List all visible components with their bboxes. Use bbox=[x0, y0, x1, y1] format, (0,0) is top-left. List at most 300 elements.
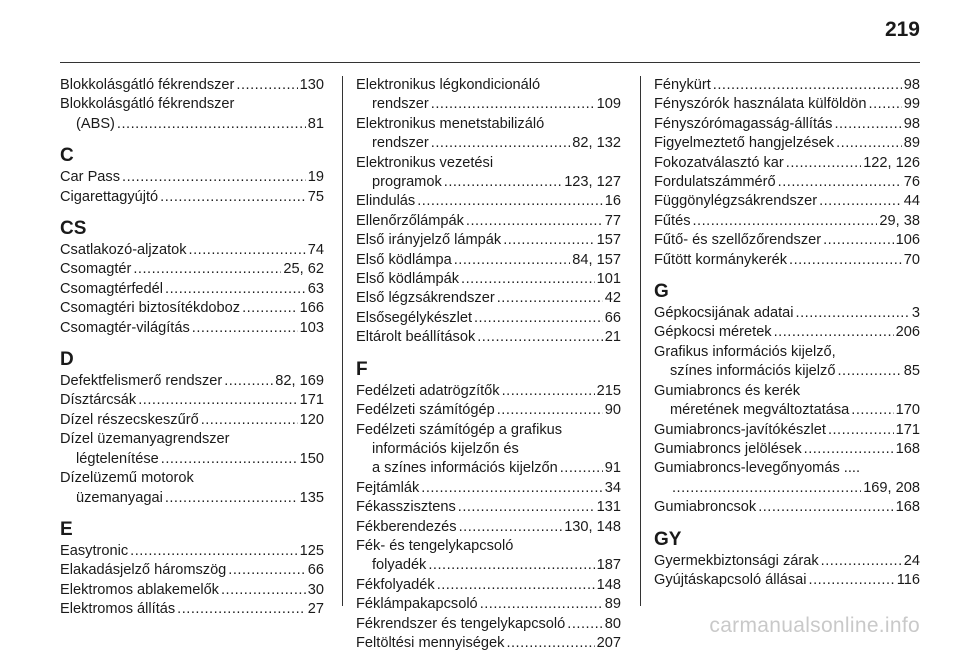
index-entry-line bbox=[60, 542, 324, 561]
index-entry bbox=[356, 115, 621, 154]
index-entry bbox=[356, 231, 621, 250]
index-entry bbox=[60, 469, 324, 508]
entry-term: Függönylégzsákrendszer bbox=[654, 193, 818, 210]
entry-page-ref[interactable]: 44 bbox=[903, 193, 920, 210]
leader-dots bbox=[672, 479, 861, 498]
index-entry bbox=[60, 188, 324, 207]
column-divider bbox=[342, 76, 343, 606]
index-entry-line bbox=[356, 95, 621, 114]
leader-dots bbox=[693, 212, 878, 231]
entry-page-ref[interactable]: 206 bbox=[895, 324, 920, 341]
index-entry bbox=[356, 479, 621, 498]
entry-term: légtelenítése bbox=[76, 450, 159, 467]
index-entry-line bbox=[654, 115, 920, 134]
entry-page-ref[interactable]: 125 bbox=[299, 542, 324, 559]
index-entry-line bbox=[654, 440, 920, 459]
index-entry bbox=[60, 581, 324, 600]
index-entry bbox=[60, 372, 324, 391]
index-entry-line bbox=[654, 382, 920, 401]
entry-term: Gumiabroncs és kerék bbox=[654, 382, 800, 399]
index-entry-line bbox=[654, 134, 920, 153]
entry-page-ref[interactable]: 101 bbox=[596, 271, 621, 288]
index-entry bbox=[60, 391, 324, 410]
index-entry bbox=[356, 421, 621, 479]
index-entry-line bbox=[356, 173, 621, 192]
index-entry-line bbox=[356, 615, 621, 634]
index-entry-line bbox=[60, 411, 324, 430]
leader-dots bbox=[133, 260, 281, 279]
leader-dots bbox=[497, 289, 603, 308]
index-entry-line bbox=[60, 76, 324, 95]
entry-page-ref[interactable]: 170 bbox=[895, 402, 920, 419]
entry-page-ref[interactable]: 75 bbox=[307, 188, 324, 205]
entry-term: Elektromos állítás bbox=[60, 601, 176, 618]
entry-term: Feltöltési mennyiségek bbox=[356, 634, 505, 651]
index-entry bbox=[654, 192, 920, 211]
entry-page-ref[interactable]: 30 bbox=[307, 581, 324, 598]
entry-term: Gyermekbiztonsági zárak bbox=[654, 552, 819, 569]
index-column-1 bbox=[60, 76, 324, 636]
index-entry-line bbox=[654, 231, 920, 250]
index-entry bbox=[654, 212, 920, 231]
entry-page-ref[interactable]: 29, 38 bbox=[879, 212, 920, 229]
leader-dots bbox=[160, 188, 306, 207]
leader-dots bbox=[786, 154, 861, 173]
entry-term: Gumiabroncsok bbox=[654, 499, 757, 516]
entry-page-ref[interactable]: 82, 132 bbox=[572, 135, 621, 152]
entry-term: üzemanyagai bbox=[76, 489, 163, 506]
leader-dots bbox=[851, 401, 893, 420]
index-entry-line bbox=[654, 479, 920, 498]
entry-page-ref[interactable]: 63 bbox=[307, 280, 324, 297]
entry-term: színes információs kijelző bbox=[670, 363, 836, 380]
index-entry bbox=[654, 115, 920, 134]
entry-term: a színes információs kijelzőn bbox=[372, 460, 558, 477]
leader-dots bbox=[823, 231, 894, 250]
entry-term: Fejtámlák bbox=[356, 479, 420, 496]
entry-term: Fényszórómagasság-állítás bbox=[654, 115, 833, 132]
entry-term: programok bbox=[372, 174, 442, 191]
leader-dots bbox=[242, 299, 298, 318]
index-entry-line bbox=[60, 241, 324, 260]
entry-term: Gépkocsijának adatai bbox=[654, 305, 794, 322]
index-entry bbox=[654, 343, 920, 382]
leader-dots bbox=[236, 76, 297, 95]
index-entry-line bbox=[60, 469, 324, 488]
entry-term: Elektronikus menetstabilizáló bbox=[356, 115, 545, 132]
index-entry-line bbox=[60, 95, 324, 114]
index-entry bbox=[654, 571, 920, 590]
index-entry bbox=[60, 430, 324, 469]
leader-dots bbox=[224, 372, 273, 391]
index-entry bbox=[60, 542, 324, 561]
index-entry bbox=[654, 134, 920, 153]
leader-dots bbox=[477, 328, 603, 347]
index-entry-line bbox=[654, 571, 920, 590]
leader-dots bbox=[228, 561, 305, 580]
entry-page-ref[interactable]: 81 bbox=[307, 115, 324, 132]
entry-page-ref[interactable]: 168 bbox=[895, 440, 920, 457]
entry-page-ref[interactable]: 24 bbox=[903, 552, 920, 569]
index-columns bbox=[60, 76, 920, 651]
entry-page-ref[interactable]: 148 bbox=[596, 576, 621, 593]
section-letter: CS bbox=[60, 218, 87, 240]
entry-page-ref[interactable]: 25, 62 bbox=[283, 261, 324, 278]
entry-term: Elektromos ablakemelők bbox=[60, 581, 219, 598]
entry-term: rendszer bbox=[372, 96, 429, 113]
entry-page-ref[interactable]: 106 bbox=[895, 232, 920, 249]
leader-dots bbox=[819, 192, 902, 211]
index-entry-line bbox=[654, 362, 920, 381]
leader-dots bbox=[837, 362, 901, 381]
leader-dots bbox=[165, 489, 298, 508]
entry-term: folyadék bbox=[372, 557, 427, 574]
index-entry bbox=[356, 328, 621, 347]
leader-dots bbox=[560, 459, 603, 478]
index-entry-line bbox=[356, 595, 621, 614]
leader-dots bbox=[474, 309, 603, 328]
leader-dots bbox=[809, 571, 895, 590]
index-entry bbox=[356, 576, 621, 595]
entry-term: Cigarettagyújtó bbox=[60, 188, 159, 205]
index-entry bbox=[654, 251, 920, 270]
index-entry-line bbox=[60, 299, 324, 318]
leader-dots bbox=[130, 542, 298, 561]
index-entry-line bbox=[654, 192, 920, 211]
entry-term: Fűtő- és szellőzőrendszer bbox=[654, 232, 822, 249]
index-entry bbox=[356, 76, 621, 115]
entry-page-ref[interactable]: 98 bbox=[903, 115, 920, 132]
index-entry bbox=[356, 518, 621, 537]
index-entry bbox=[654, 154, 920, 173]
index-entry bbox=[356, 634, 621, 653]
index-entry bbox=[60, 260, 324, 279]
entry-term: Csomagtér-világítás bbox=[60, 319, 190, 336]
leader-dots bbox=[869, 95, 902, 114]
index-entry bbox=[356, 212, 621, 231]
index-entry bbox=[356, 270, 621, 289]
index-entry-line bbox=[356, 537, 621, 556]
index-entry-line bbox=[356, 421, 621, 440]
index-entry-line bbox=[60, 600, 324, 619]
entry-term: Ellenőrzőlámpák bbox=[356, 212, 464, 229]
leader-dots bbox=[161, 450, 298, 469]
index-entry-line bbox=[60, 280, 324, 299]
index-entry bbox=[654, 323, 920, 342]
entry-page-ref[interactable]: 80 bbox=[604, 615, 621, 632]
index-column-3 bbox=[654, 76, 920, 636]
entry-page-ref[interactable]: 131 bbox=[596, 499, 621, 516]
index-entry-line bbox=[356, 134, 621, 153]
entry-page-ref[interactable]: 77 bbox=[604, 212, 621, 229]
entry-page-ref[interactable]: 89 bbox=[604, 596, 621, 613]
entry-page-ref[interactable]: 27 bbox=[307, 601, 324, 618]
index-entry-line bbox=[356, 270, 621, 289]
entry-page-ref[interactable]: 3 bbox=[911, 305, 920, 322]
entry-page-ref[interactable]: 120 bbox=[299, 411, 324, 428]
entry-term: rendszer bbox=[372, 135, 429, 152]
entry-page-ref[interactable]: 150 bbox=[299, 450, 324, 467]
entry-page-ref[interactable]: 215 bbox=[596, 382, 621, 399]
leader-dots bbox=[428, 556, 594, 575]
leader-dots bbox=[138, 391, 297, 410]
entry-term: Blokkolásgátló fékrendszer bbox=[60, 96, 235, 113]
entry-term: Gumiabroncs jelölések bbox=[654, 440, 802, 457]
index-entry-line bbox=[356, 289, 621, 308]
leader-dots bbox=[221, 581, 306, 600]
entry-page-ref[interactable]: 116 bbox=[896, 571, 920, 588]
entry-term: Csomagtérfedél bbox=[60, 280, 164, 297]
leader-dots bbox=[774, 323, 894, 342]
entry-page-ref[interactable]: 135 bbox=[299, 489, 324, 506]
entry-page-ref[interactable]: 90 bbox=[604, 402, 621, 419]
entry-page-ref[interactable]: 66 bbox=[604, 309, 621, 326]
index-entry-line bbox=[654, 154, 920, 173]
entry-term: méretének megváltoztatása bbox=[670, 402, 850, 419]
entry-page-ref[interactable]: 187 bbox=[596, 557, 621, 574]
index-entry bbox=[654, 440, 920, 459]
index-entry-line bbox=[356, 115, 621, 134]
entry-term: Féklámpakapcsoló bbox=[356, 596, 478, 613]
entry-term: Első irányjelző lámpák bbox=[356, 232, 502, 249]
leader-dots bbox=[828, 421, 894, 440]
index-entry bbox=[60, 600, 324, 619]
entry-page-ref[interactable]: 168 bbox=[895, 499, 920, 516]
leader-dots bbox=[804, 440, 894, 459]
entry-page-ref[interactable]: 82, 169 bbox=[275, 373, 324, 390]
index-column-2 bbox=[356, 76, 621, 651]
index-entry bbox=[60, 241, 324, 260]
leader-dots bbox=[201, 411, 298, 430]
entry-term: Elektronikus légkondicionáló bbox=[356, 77, 541, 93]
entry-term: Első ködlámpa bbox=[356, 251, 452, 268]
leader-dots bbox=[177, 600, 306, 619]
entry-term: Fénykürt bbox=[654, 77, 711, 93]
entry-term: Dízelüzemű motorok bbox=[60, 470, 194, 487]
entry-page-ref[interactable]: 84, 157 bbox=[572, 251, 621, 268]
index-entry bbox=[356, 192, 621, 211]
entry-term: Defektfelismerő rendszer bbox=[60, 373, 223, 390]
entry-term: Dísztárcsák bbox=[60, 392, 137, 409]
leader-dots bbox=[444, 173, 562, 192]
entry-page-ref[interactable]: 157 bbox=[596, 232, 621, 249]
entry-page-ref[interactable]: 91 bbox=[604, 460, 621, 477]
entry-term: Fék- és tengelykapcsoló bbox=[356, 537, 514, 554]
entry-term: Fedélzeti számítógép bbox=[356, 402, 495, 419]
index-entry-line bbox=[356, 479, 621, 498]
leader-dots bbox=[431, 134, 571, 153]
entry-page-ref[interactable]: 70 bbox=[903, 251, 920, 268]
entry-page-ref[interactable]: 130 bbox=[299, 77, 324, 93]
entry-page-ref[interactable]: 76 bbox=[903, 174, 920, 191]
entry-term: Fűtés bbox=[654, 212, 691, 229]
leader-dots bbox=[778, 173, 902, 192]
index-entry-line bbox=[356, 192, 621, 211]
leader-dots bbox=[437, 576, 595, 595]
index-entry bbox=[356, 595, 621, 614]
entry-page-ref[interactable]: 169, 208 bbox=[863, 479, 920, 496]
index-entry-line bbox=[654, 421, 920, 440]
leader-dots bbox=[459, 518, 563, 537]
page-number: 219 bbox=[884, 18, 920, 41]
leader-dots bbox=[503, 231, 594, 250]
leader-dots bbox=[461, 270, 595, 289]
entry-page-ref[interactable]: 16 bbox=[604, 193, 621, 210]
index-entry-line bbox=[654, 343, 920, 362]
index-entry-line bbox=[356, 401, 621, 420]
header-rule bbox=[60, 62, 920, 63]
index-entry-line bbox=[654, 552, 920, 571]
index-entry-line bbox=[654, 173, 920, 192]
entry-page-ref[interactable]: 103 bbox=[299, 319, 324, 336]
index-entry bbox=[60, 411, 324, 430]
leader-dots bbox=[789, 251, 902, 270]
index-entry bbox=[654, 421, 920, 440]
leader-dots bbox=[189, 241, 306, 260]
index-entry-line bbox=[356, 328, 621, 347]
index-entry-line bbox=[356, 231, 621, 250]
index-entry-line bbox=[356, 440, 621, 459]
index-entry bbox=[60, 561, 324, 580]
entry-term: Fűtött kormánykerék bbox=[654, 251, 788, 268]
index-entry bbox=[654, 382, 920, 421]
leader-dots bbox=[834, 115, 901, 134]
entry-term: Car Pass bbox=[60, 169, 121, 186]
entry-page-ref[interactable]: 98 bbox=[903, 77, 920, 93]
index-entry-line bbox=[654, 251, 920, 270]
index-entry-line bbox=[654, 304, 920, 323]
index-entry bbox=[654, 95, 920, 114]
index-entry bbox=[654, 552, 920, 571]
entry-page-ref[interactable]: 122, 126 bbox=[863, 154, 920, 171]
index-entry-line bbox=[654, 498, 920, 517]
leader-dots bbox=[431, 95, 595, 114]
index-entry bbox=[356, 615, 621, 634]
entry-page-ref[interactable]: 34 bbox=[604, 479, 621, 496]
leader-dots bbox=[821, 552, 902, 571]
entry-page-ref[interactable]: 66 bbox=[307, 562, 324, 579]
section-letter: G bbox=[654, 281, 669, 303]
entry-term: Gumiabroncs-levegőnyomás .... bbox=[654, 460, 861, 477]
index-entry bbox=[356, 289, 621, 308]
index-entry-line bbox=[654, 323, 920, 342]
entry-term: Csatlakozó-aljzatok bbox=[60, 242, 187, 259]
leader-dots bbox=[836, 134, 902, 153]
index-entry-line bbox=[356, 518, 621, 537]
leader-dots bbox=[417, 192, 603, 211]
index-entry bbox=[356, 498, 621, 517]
watermark: carmanualsonline.info bbox=[709, 614, 920, 637]
entry-term: Csomagtéri biztosítékdoboz bbox=[60, 300, 241, 317]
index-entry-line bbox=[356, 382, 621, 401]
entry-page-ref[interactable]: 171 bbox=[299, 392, 324, 409]
index-entry bbox=[654, 304, 920, 323]
entry-page-ref[interactable]: 166 bbox=[299, 300, 324, 317]
index-entry-line bbox=[60, 489, 324, 508]
entry-term: Fékasszisztens bbox=[356, 499, 456, 516]
leader-dots bbox=[117, 115, 306, 134]
entry-page-ref[interactable]: 42 bbox=[604, 290, 621, 307]
index-entry-line bbox=[60, 188, 324, 207]
entry-term: Grafikus információs kijelző, bbox=[654, 343, 836, 360]
entry-term: Eltárolt beállítások bbox=[356, 329, 476, 346]
index-entry bbox=[60, 280, 324, 299]
index-entry bbox=[356, 251, 621, 270]
index-entry bbox=[356, 154, 621, 193]
index-entry-line bbox=[60, 319, 324, 338]
leader-dots bbox=[567, 615, 602, 634]
index-entry bbox=[60, 319, 324, 338]
leader-dots bbox=[506, 634, 594, 653]
entry-page-ref[interactable]: 21 bbox=[604, 329, 621, 346]
index-entry bbox=[654, 231, 920, 250]
entry-term: Dízel üzemanyagrendszer bbox=[60, 431, 230, 448]
leader-dots bbox=[466, 212, 603, 231]
leader-dots bbox=[502, 382, 595, 401]
entry-term: (ABS) bbox=[76, 115, 115, 132]
entry-page-ref[interactable]: 19 bbox=[307, 169, 324, 186]
entry-term: Gumiabroncs-javítókészlet bbox=[654, 421, 826, 438]
section-letter: GY bbox=[654, 528, 682, 550]
index-entry-line bbox=[356, 212, 621, 231]
entry-page-ref[interactable]: 99 bbox=[903, 96, 920, 113]
index-entry-line bbox=[60, 372, 324, 391]
entry-page-ref[interactable]: 74 bbox=[307, 242, 324, 259]
index-entry-line bbox=[356, 634, 621, 653]
entry-term: Fékrendszer és tengelykapcsoló bbox=[356, 615, 566, 632]
leader-dots bbox=[497, 401, 603, 420]
leader-dots bbox=[421, 479, 603, 498]
index-entry bbox=[356, 401, 621, 420]
index-entry bbox=[60, 168, 324, 187]
entry-page-ref[interactable]: 89 bbox=[903, 135, 920, 152]
entry-page-ref[interactable]: 109 bbox=[596, 96, 621, 113]
section-letter: C bbox=[60, 145, 74, 167]
index-entry-line bbox=[60, 115, 324, 134]
column-divider bbox=[640, 76, 641, 606]
index-entry bbox=[356, 537, 621, 576]
entry-term: Fékfolyadék bbox=[356, 576, 435, 593]
entry-term: Első ködlámpák bbox=[356, 271, 460, 288]
index-entry-line bbox=[654, 212, 920, 231]
index-entry bbox=[654, 173, 920, 192]
entry-term: Elsősegélykészlet bbox=[356, 309, 472, 326]
index-entry-line bbox=[60, 581, 324, 600]
section-letter: E bbox=[60, 518, 73, 540]
entry-page-ref[interactable]: 85 bbox=[903, 363, 920, 380]
entry-term: Fényszórók használata külföldön bbox=[654, 96, 867, 113]
leader-dots bbox=[796, 304, 910, 323]
index-entry-line bbox=[60, 561, 324, 580]
index-entry bbox=[60, 95, 324, 134]
index-entry bbox=[356, 382, 621, 401]
entry-term: Figyelmeztető hangjelzések bbox=[654, 135, 835, 152]
index-entry bbox=[60, 76, 324, 95]
leader-dots bbox=[713, 76, 902, 95]
index-entry-line bbox=[654, 76, 920, 95]
entry-page-ref[interactable]: 123, 127 bbox=[564, 174, 621, 191]
entry-page-ref[interactable]: 130, 148 bbox=[564, 518, 621, 535]
index-entry-line bbox=[60, 260, 324, 279]
entry-term: Elindulás bbox=[356, 193, 416, 210]
index-entry-line bbox=[356, 251, 621, 270]
leader-dots bbox=[480, 595, 603, 614]
entry-term: Első légzsákrendszer bbox=[356, 290, 495, 307]
index-entry-line bbox=[654, 459, 920, 478]
entry-term: Elakadásjelző háromszög bbox=[60, 562, 227, 579]
entry-page-ref[interactable]: 171 bbox=[895, 421, 920, 438]
entry-page-ref[interactable]: 207 bbox=[596, 634, 621, 651]
